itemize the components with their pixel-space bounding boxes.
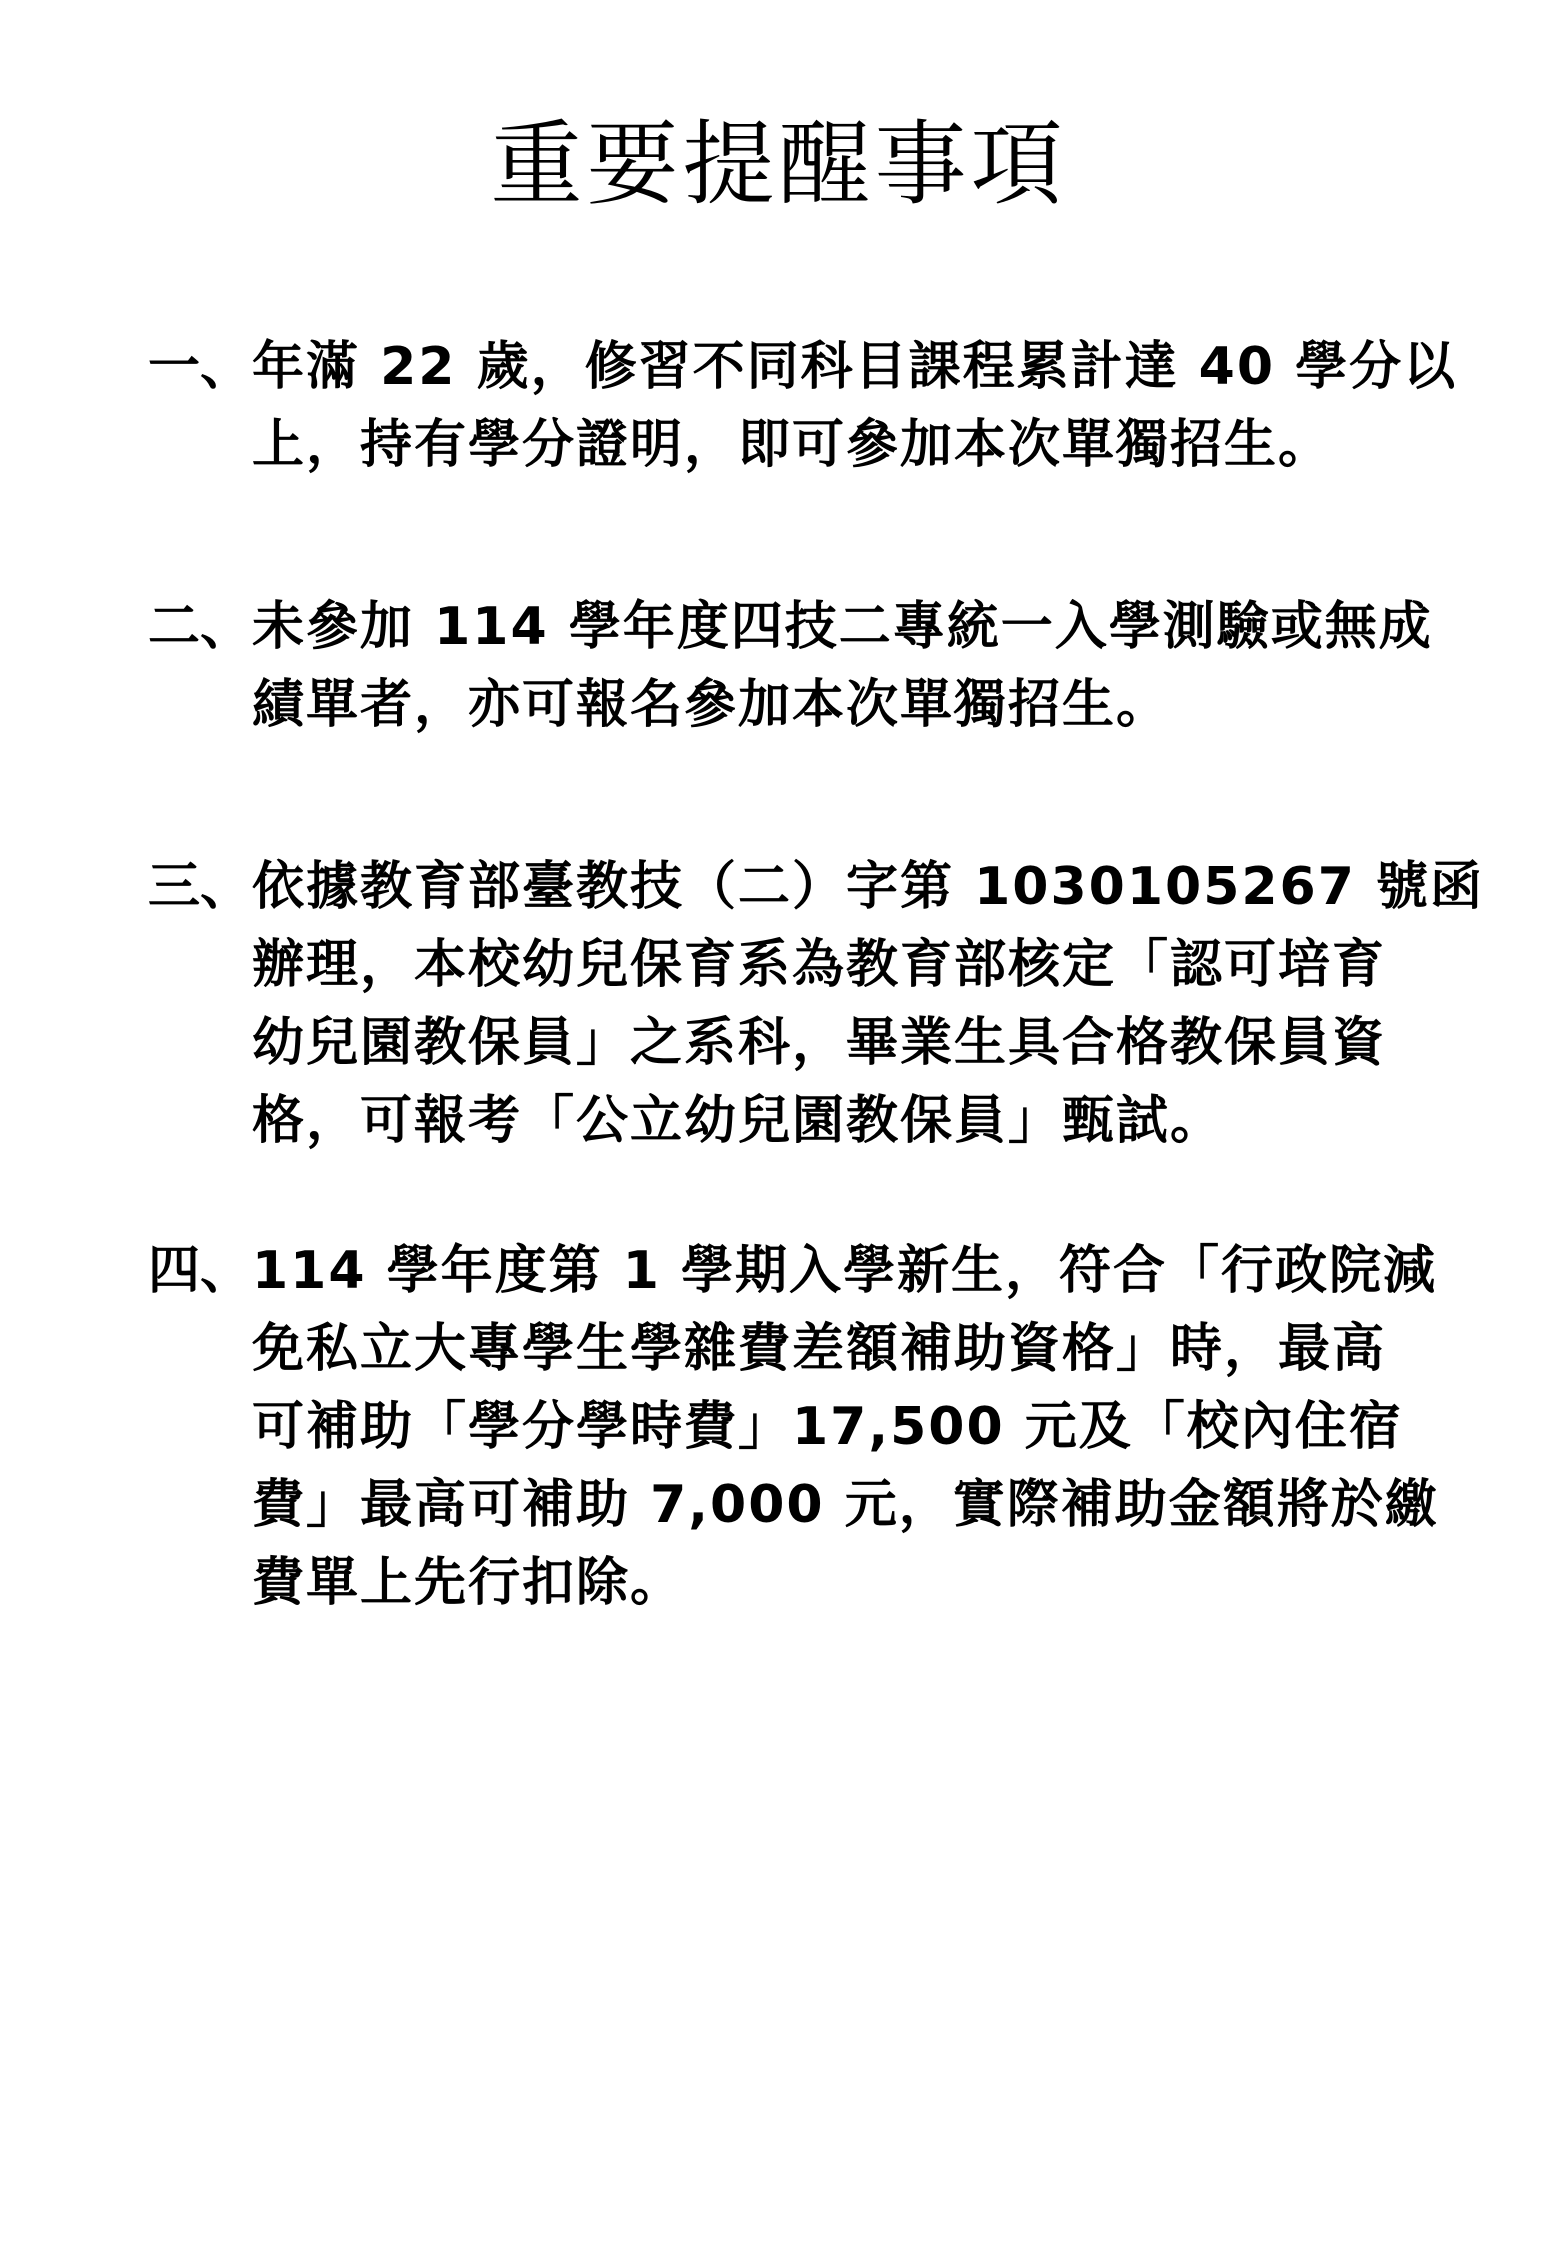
notice-line: 年滿 22 歲，修習不同科目課程累計達 40 學分以	[252, 337, 1458, 397]
notice-line: 辦理，本校幼兒保育系為教育部核定「認可培育	[252, 935, 1387, 995]
notice-item-1	[148, 328, 1458, 484]
page-title: 重要提醒事項	[490, 111, 1067, 218]
notice-line: 可補助「學分學時費」17,500 元及「校內住宿	[252, 1397, 1403, 1457]
notice-item-4	[148, 1232, 1438, 1622]
notice-marker: 四、	[148, 1241, 253, 1301]
notice-line: 上，持有學分證明，即可參加本次單獨招生。	[252, 415, 1333, 475]
notice-line: 績單者，亦可報名參加本次單獨招生。	[252, 675, 1171, 735]
notice-line: 未參加 114 學年度四技二專統一入學測驗或無成	[252, 597, 1433, 657]
notice-text	[252, 328, 1458, 484]
notice-text	[252, 848, 1485, 1160]
notice-text	[252, 1232, 1438, 1622]
notice-line: 依據教育部臺教技（二）字第 1030105267 號函	[252, 857, 1485, 917]
notice-line: 幼兒園教保員」之系科，畢業生具合格教保員資	[252, 1013, 1387, 1073]
notice-line: 費」最高可補助 7,000 元，實際補助金額將於繳	[252, 1475, 1439, 1535]
notice-text	[252, 588, 1438, 744]
notice-item-2	[148, 588, 1438, 744]
notice-marker: 三、	[148, 857, 253, 917]
notice-line: 免私立大專學生學雜費差額補助資格」時，最高	[252, 1319, 1387, 1379]
notice-item-3	[148, 848, 1485, 1160]
notice-line: 費單上先行扣除。	[252, 1553, 685, 1613]
notice-marker: 二、	[148, 597, 253, 657]
notice-line: 114 學年度第 1 學期入學新生，符合「行政院減	[252, 1241, 1438, 1301]
notice-line: 格，可報考「公立幼兒園教保員」甄試。	[252, 1091, 1225, 1151]
notice-marker: 一、	[148, 337, 253, 397]
